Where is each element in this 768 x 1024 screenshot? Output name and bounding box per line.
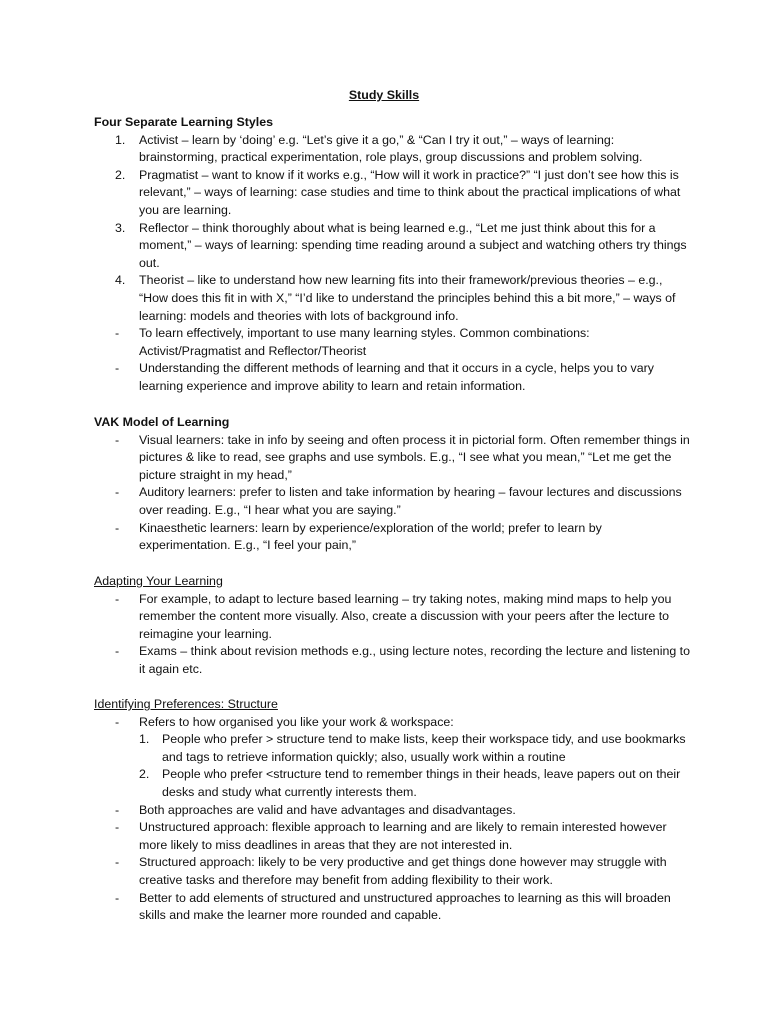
list-marker: - — [115, 591, 120, 606]
list-item — [94, 819, 694, 854]
list-item — [94, 714, 694, 732]
list-marker: - — [115, 855, 120, 870]
list-item-text: Structured approach: likely to be very productive and get things done however may struggle with creative tasks and therefore may benefit from adding flexibility to their work. — [139, 855, 667, 887]
list-marker: - — [115, 432, 120, 447]
list-marker: - — [115, 361, 120, 376]
list-item — [94, 220, 694, 273]
list-marker: - — [115, 714, 120, 729]
sub-list-item — [94, 731, 694, 766]
list-marker: - — [115, 326, 120, 341]
list-marker: - — [115, 890, 120, 905]
list-item-text: Activist – learn by ‘doing’ e.g. “Let’s give it a go,” & “Can I try it out,” – ways of learning: brainstorming, practical experimentation, role plays, group discussions and problem solving. — [139, 132, 643, 165]
list-marker: 1. — [115, 132, 126, 147]
list-item-text: Pragmatist – want to know if it works e.g., “How will it work in practice?” “I just don’t see how this is relevant,” – ways of learning: case studies and time to think about the practical implications of what you are learning. — [139, 167, 681, 217]
list-marker: - — [115, 820, 120, 835]
list-item — [94, 643, 694, 678]
list-item — [94, 432, 694, 485]
list-item-text: Exams – think about revision methods e.g., using lecture notes, recording the lecture and listening to it again etc. — [139, 644, 691, 676]
list-marker: 1. — [139, 732, 150, 747]
list-item-text: To learn effectively, important to use many learning styles. Common combinations: Activist/Pragmatist and Reflector/Theorist — [139, 326, 590, 358]
list-marker: - — [115, 644, 120, 659]
list-item-text: Understanding the different methods of learning and that it occurs in a cycle, helps you to vary learning experience and improve ability to learn and retain information. — [139, 361, 654, 393]
section-learning-styles — [94, 114, 694, 396]
list-item-text: Visual learners: take in info by seeing and often process it in pictorial form. Often remember things in pictures & like to read, see graphs and use symbols. E.g., “I see what you mean,” “Let me get the picture straight in my head,” — [139, 432, 690, 482]
list-marker: 2. — [139, 767, 150, 782]
section-heading: Four Separate Learning Styles — [94, 115, 274, 129]
list-marker: - — [115, 802, 120, 817]
section-heading: VAK Model of Learning — [94, 415, 230, 429]
list-item — [94, 167, 694, 220]
list-item — [94, 854, 694, 889]
list-item — [94, 360, 694, 395]
section-heading: Adapting Your Learning — [94, 574, 223, 588]
list-item — [94, 591, 694, 644]
list-marker: 2. — [115, 167, 126, 182]
list-item-text: Reflector – think thoroughly about what is being learned e.g., “Let me just think about this for a moment,” – ways of learning: spending time reading around a subject and watching others try things out. — [139, 220, 687, 270]
sub-list-item — [94, 766, 694, 801]
list-item-text: Refers to how organised you like your work & workspace: — [139, 714, 454, 729]
list-item — [94, 520, 694, 555]
list-marker: - — [115, 520, 120, 535]
list-item-text: Theorist – like to understand how new learning fits into their framework/previous theories – e.g., “How does this fit in with X,” “I’d like to understand the principles behind this a bit more,” – ways of learning: models and theories with lots of background info. — [139, 273, 676, 323]
section-heading: Identifying Preferences: Structure — [94, 697, 278, 711]
list-item-text: For example, to adapt to lecture based learning – try taking notes, making mind maps to help you remember the content more visually. Also, create a discussion with your peers after the lecture to reimagine your learning. — [139, 591, 672, 641]
list-item-text: Kinaesthetic learners: learn by experience/exploration of the world; prefer to learn by experimentation. E.g., “I feel your pain,” — [139, 520, 602, 553]
section-adapting-learning — [94, 573, 694, 679]
list-item — [94, 325, 694, 360]
page-title: Study Skills — [348, 88, 420, 102]
list-item — [94, 272, 694, 325]
list-item-text: People who prefer > structure tend to make lists, keep their workspace tidy, and use bookmarks and tags to retrieve information quickly; also, usually work within a routine — [162, 732, 686, 764]
list-item-text: Unstructured approach: flexible approach to learning and are likely to remain interested however more likely to miss deadlines in areas that they are not interested in. — [139, 820, 667, 852]
list-marker: 4. — [115, 273, 126, 288]
list-item — [94, 802, 694, 820]
list-item-text: Both approaches are valid and have advantages and disadvantages. — [139, 802, 516, 817]
list-item — [94, 484, 694, 519]
section-vak-model — [94, 414, 694, 555]
section-structure-preferences — [94, 696, 694, 925]
list-marker: - — [115, 485, 120, 500]
list-item-text: Better to add elements of structured and unstructured approaches to learning as this will broaden skills and make the learner more rounded and capable. — [139, 890, 671, 923]
list-item-text: People who prefer <structure tend to remember things in their heads, leave papers out on their desks and study what currently interests them. — [162, 767, 681, 799]
list-marker: 3. — [115, 220, 126, 235]
list-item-text: Auditory learners: prefer to listen and take information by hearing – favour lectures and discussions over reading. E.g., “I hear what you are saying.” — [139, 485, 682, 517]
list-item — [94, 132, 694, 167]
list-item — [94, 890, 694, 925]
